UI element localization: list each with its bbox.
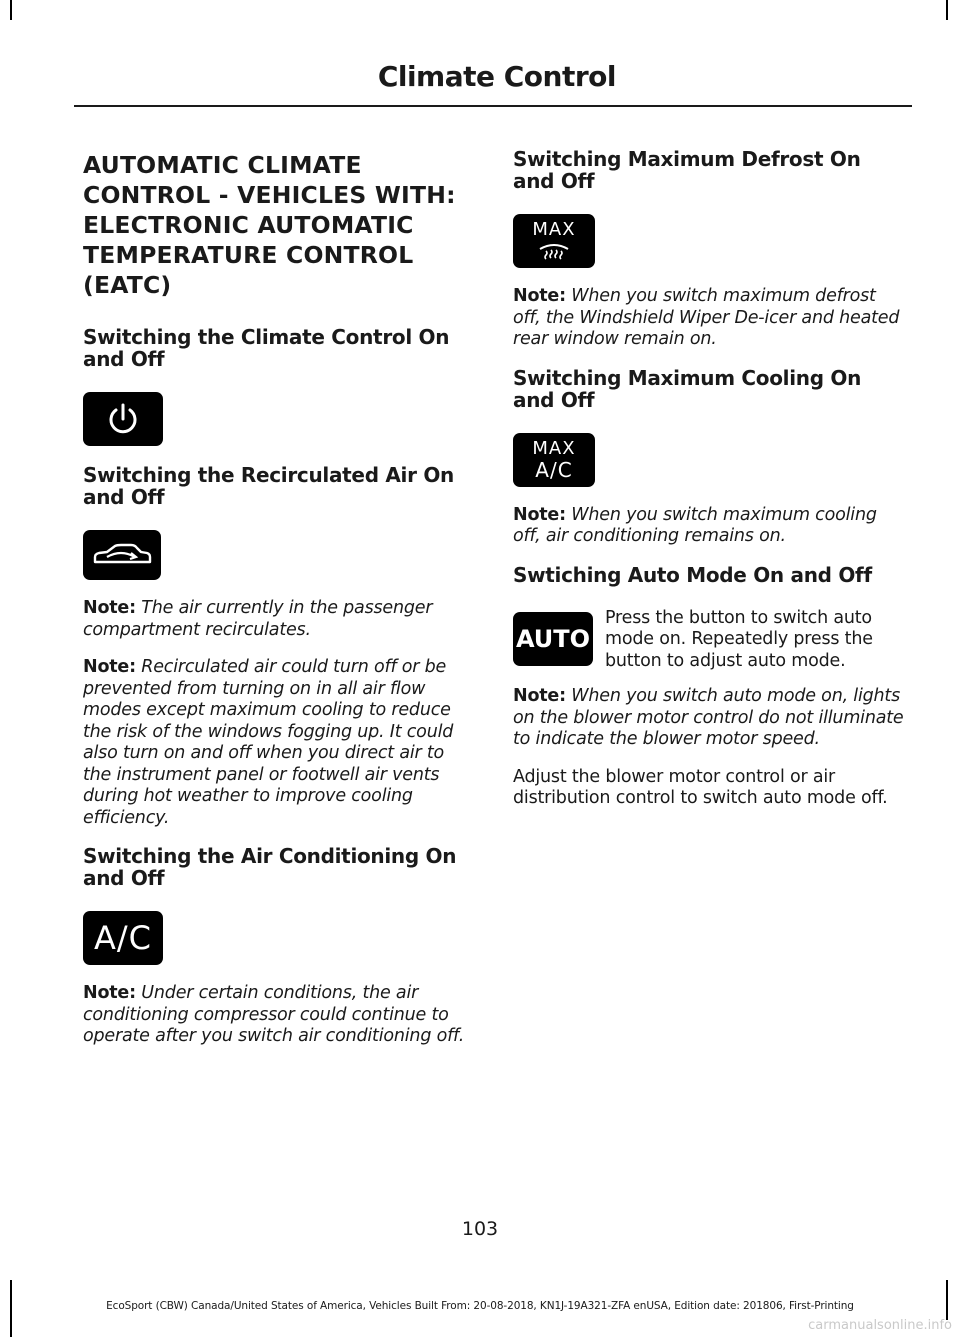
max-cooling-heading: Switching Maximum Cooling On and Off <box>513 365 862 412</box>
ac-heading: Switching the Air Conditioning On and Off <box>83 844 457 890</box>
recirc-note-1: Note: The air currently in the passenger compartment recirculates. <box>83 598 433 640</box>
max-defrost-note: Note: When you switch maximum defrost off, the Windshield Wiper De-icer and heated rear window remain on. <box>513 286 900 349</box>
ac-note: Note: Under certain conditions, the air conditioning compressor could continue to operate after you switch air conditioning off. <box>83 983 465 1046</box>
crop-mark-top-left <box>10 0 12 20</box>
auto-mode-note: Note: When you switch auto mode on, lights on the blower motor control do not illuminate to indicate the blower motor speed. <box>513 686 904 749</box>
crop-mark-top-right <box>946 0 948 20</box>
footer-text: EcoSport (CBW) Canada/United States of America, Vehicles Built From: 20-08-2018, KN1J-19A321-ZFA enUSA, Edition date: 201806, First-Printing <box>106 1300 854 1312</box>
recirculated-air-icon <box>83 530 161 580</box>
max-ac-icon-bottom: A/C <box>535 457 573 482</box>
power-icon <box>83 392 163 446</box>
section-title-line: CONTROL - VEHICLES WITH: <box>83 181 456 209</box>
recirc-note-2: Note: Recirculated air could turn off or be prevented from turning on in all air flow modes except maximum cooling to reduce the risk of the windows fogging up. It could also turn on and off when you direct air to the instrument panel or footwell air vents during hot weather to improve cooling efficiency. <box>83 657 454 828</box>
watermark: carmanualsonline.info <box>808 1318 952 1333</box>
max-defrost-icon <box>513 214 595 268</box>
climate-onoff-heading: Switching the Climate Control On and Off <box>83 325 450 371</box>
auto-mode-row <box>513 608 905 673</box>
section-title-line: TEMPERATURE CONTROL <box>83 241 414 269</box>
ac-icon <box>83 911 163 965</box>
left-column <box>83 140 475 1064</box>
max-ac-icon-top: MAX <box>532 437 576 459</box>
auto-icon <box>513 612 593 666</box>
section-title-line: ELECTRONIC AUTOMATIC <box>83 211 414 239</box>
ac-icon-label: A/C <box>93 919 152 957</box>
page-header-title: Climate Control <box>377 60 616 93</box>
section-title <box>83 150 475 300</box>
max-defrost-heading: Switching Maximum Defrost On and Off <box>513 147 861 193</box>
header-rule <box>74 105 912 107</box>
auto-mode-heading: Swtiching Auto Mode On and Off <box>513 562 872 587</box>
section-title-line: AUTOMATIC CLIMATE <box>83 151 362 179</box>
auto-icon-label: AUTO <box>515 624 591 653</box>
max-ac-icon <box>513 433 595 487</box>
page-number: 103 <box>461 1218 499 1240</box>
section-title-line: (EATC) <box>83 271 172 299</box>
right-column <box>513 148 905 826</box>
recirc-heading: Switching the Recirculated Air On and Off <box>83 463 454 509</box>
auto-mode-body: Press the button to switch auto mode on. Repeatedly press the button to adjust auto mode. <box>605 607 873 671</box>
auto-mode-closing: Adjust the blower motor control or air distribution control to switch auto mode off. <box>513 766 888 808</box>
max-defrost-icon-label: MAX <box>532 219 576 240</box>
max-cooling-note: Note: When you switch maximum cooling off, air conditioning remains on. <box>513 504 877 546</box>
